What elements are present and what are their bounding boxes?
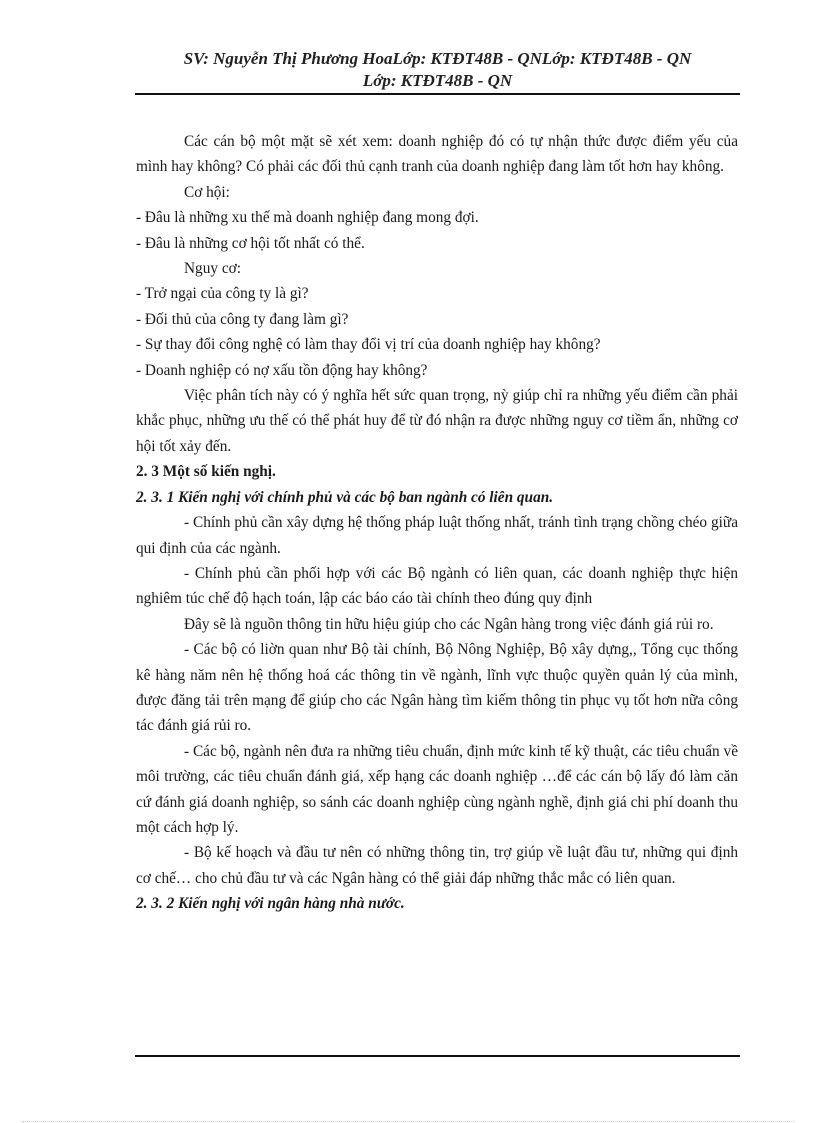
list-item: - Sự thay đổi công nghệ có làm thay đổi vị trí của doanh nghiệp hay không? bbox=[136, 336, 601, 354]
header-rule bbox=[135, 93, 740, 95]
subsection-heading: 2. 3. 1 Kiến nghị với chính phủ và các bộ ban ngành có liên quan. bbox=[136, 488, 554, 506]
page-edge-divider bbox=[22, 1121, 794, 1122]
paragraph: - Bộ kế hoạch và đầu tư nên có những thông tin, trợ giúp về luật đầu tư, những qui định cơ chế… cho chủ đầu tư và các Ngân hàng có thể giải đáp những thắc mắc có liên quan. bbox=[136, 844, 738, 887]
list-item: - Đối thủ của công ty đang làm gì? bbox=[136, 310, 349, 328]
footer-rule bbox=[135, 1055, 740, 1057]
paragraph: - Các bộ có liờn quan như Bộ tài chính, Bộ Nông Nghiệp, Bộ xây dựng,, Tổng cục thống kê hàng năm nên hệ thống hoá các thông tin về ngành, lĩnh vực thuộc quyền quản lý của mình, được đăng tải trên mạng để giúp cho các Ngân hàng tìm kiếm thông tin phục vụ tốt hơn nữa công tác đánh giá rủi ro. bbox=[136, 641, 738, 735]
header-line-1: SV: Nguyễn Thị Phương HoaLớp: KTĐT48B - QNLớp: KTĐT48B - QN bbox=[183, 49, 692, 68]
subheading-threats: Nguy cơ: bbox=[184, 260, 241, 278]
subheading-opportunities: Cơ hội: bbox=[184, 183, 230, 201]
list-item: - Đâu là những cơ hội tốt nhất có thể. bbox=[136, 234, 365, 252]
section-heading: 2. 3 Một số kiến nghị. bbox=[136, 463, 276, 481]
list-item: - Đâu là những xu thế mà doanh nghiệp đang mong đợi. bbox=[136, 209, 479, 227]
document-body bbox=[136, 129, 738, 917]
paragraph: Việc phân tích này có ý nghĩa hết sức quan trọng, nỳ giúp chỉ ra những yếu điểm cần phải khắc phục, những ưu thế có thể phát huy để từ đó nhận ra được những nguy cơ tiềm ẩn, những cơ hội tốt xảy đến. bbox=[136, 387, 738, 455]
subsection-heading: 2. 3. 2 Kiến nghị với ngân hàng nhà nước. bbox=[136, 895, 405, 913]
list-item: - Doanh nghiệp có nợ xấu tồn động hay không? bbox=[136, 361, 428, 379]
paragraph: - Chính phủ cần phối hợp với các Bộ ngành có liên quan, các doanh nghiệp thực hiện nghiêm túc chế độ hạch toán, lập các báo cáo tài chính theo đúng quy định bbox=[136, 564, 738, 608]
list-item: - Trở ngại của công ty là gì? bbox=[136, 285, 309, 303]
page-header bbox=[135, 48, 740, 92]
paragraph: Các cán bộ một mặt sẽ xét xem: doanh nghiệp đó có tự nhận thức được điểm yếu của mình hay không? Có phải các đối thủ cạnh tranh của doanh nghiệp đang làm tốt hơn hay không. bbox=[136, 133, 738, 176]
paragraph: - Các bộ, ngành nên đưa ra những tiêu chuẩn, định mức kinh tế kỹ thuật, các tiêu chuẩn về môi trường, các tiêu chuẩn đánh giá, xếp hạng các doanh nghiệp …để các cán bộ lấy đó làm căn cứ đánh giá doanh nghiệp, so sánh các doanh nghiệp cùng ngành nghề, định giá chi phí doanh thu một cách hợp lý. bbox=[136, 742, 738, 836]
header-line-2: Lớp: KTĐT48B - QN bbox=[362, 71, 513, 90]
paragraph: - Chính phủ cần xây dựng hệ thống pháp luật thống nhất, tránh tình trạng chồng chéo giữa qui định của các ngành. bbox=[136, 514, 738, 557]
paragraph: Đây sẽ là nguồn thông tin hữu hiệu giúp cho các Ngân hàng trong việc đánh giá rủi ro. bbox=[184, 615, 714, 633]
